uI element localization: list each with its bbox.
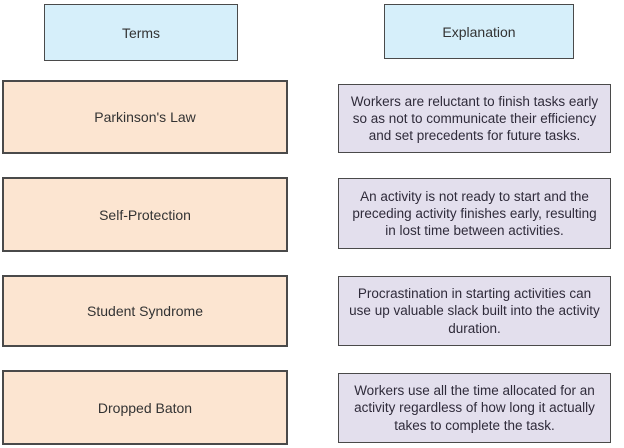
term-label: Self-Protection (99, 206, 191, 223)
explanation-box-2 (338, 178, 611, 249)
term-box-parkinsons-law (2, 80, 288, 154)
term-box-dropped-baton (2, 370, 288, 445)
explanation-box-3 (338, 276, 611, 346)
explanation-text: Procrastination in starting activities can use up valuable slack built into the activity duration. (349, 286, 600, 336)
term-label: Dropped Baton (97, 399, 193, 416)
term-box-self-protection (2, 177, 288, 252)
term-box-student-syndrome (2, 275, 288, 347)
term-label: Parkinson's Law (94, 109, 196, 125)
explanation-header-label: Explanation (442, 23, 516, 40)
terms-header-box (44, 4, 238, 61)
explanation-text: Workers are reluctant to finish tasks early so as not to communicate their efficiency and set precedents for future tasks. (350, 93, 599, 144)
term-label: Student Syndrome (87, 303, 203, 319)
explanation-text: An activity is not ready to start and the preceding activity finishes early, resulting in lost time between activities. (352, 188, 597, 239)
explanation-box-4 (338, 373, 611, 443)
terms-header-label: Terms (121, 24, 161, 41)
explanation-box-1 (338, 84, 611, 153)
explanation-text: Workers use all the time allocated for an activity regardless of how long it actually takes to complete the task. (354, 383, 595, 433)
explanation-header-box (384, 4, 574, 59)
